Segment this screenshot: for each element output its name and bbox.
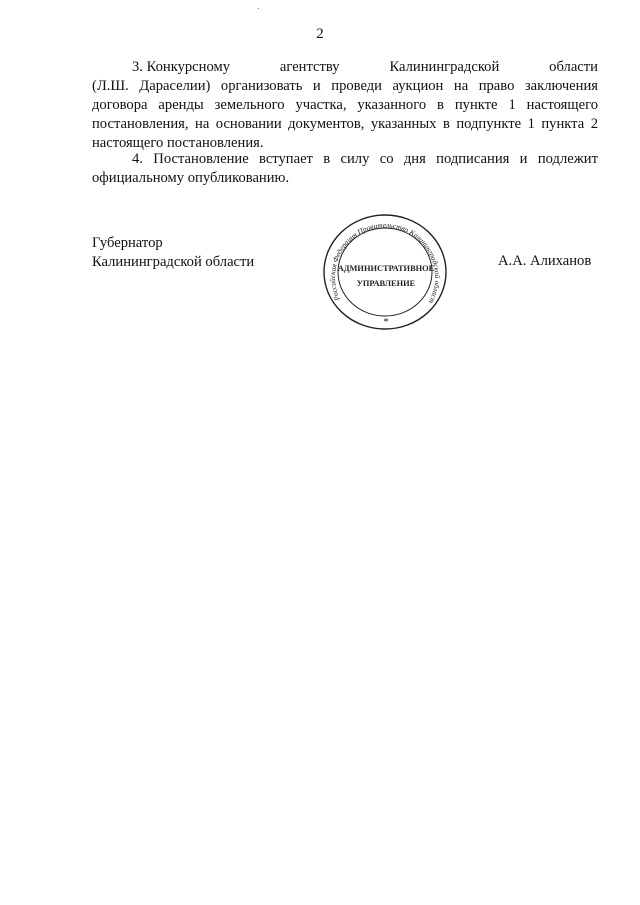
page-number: 2 [316, 26, 324, 42]
word: области [549, 59, 598, 75]
seal-outer-text: Российская Федерация Правительство Калининградской област [327, 220, 443, 306]
signatory-position [92, 234, 254, 272]
paragraph-4-line-1: 4. Постановление вступает в силу со дня подписания и подлежит [132, 151, 598, 167]
paragraph-3-line-1 [92, 58, 598, 77]
word: 3. Конкурсному [132, 59, 231, 75]
word: агентству [279, 59, 340, 75]
paragraph-3-line-3: договора аренды земельного участка, указанного в пункте 1 настоящего [92, 97, 598, 113]
signatory-name: А.А. Алиханов [498, 253, 592, 269]
official-seal-stamp [320, 211, 450, 333]
position-line-2: Калининградской области [92, 254, 255, 270]
scan-speck [258, 8, 259, 9]
seal-inner-line-1: АДМИНИСТРАТИВНОЕ [337, 264, 435, 273]
paragraph-3-line-4: постановления, на основании документов, указанных в подпункте 1 пункта 2 [92, 116, 598, 132]
paragraph-4 [92, 150, 598, 188]
paragraph-3-line-2: (Л.Ш. Дараселии) организовать и проведи аукцион на право заключения [92, 78, 598, 94]
seal-inner-line-2: УПРАВЛЕНИЕ [356, 279, 416, 288]
paragraph-3 [92, 58, 598, 153]
position-line-1: Губернатор [92, 235, 163, 251]
paragraph-4-line-2: официальному опубликованию. [92, 170, 290, 186]
paragraph-3-line-5: настоящего постановления. [92, 135, 264, 151]
star-icon: * [383, 316, 389, 328]
word: Калининградской [389, 59, 500, 75]
